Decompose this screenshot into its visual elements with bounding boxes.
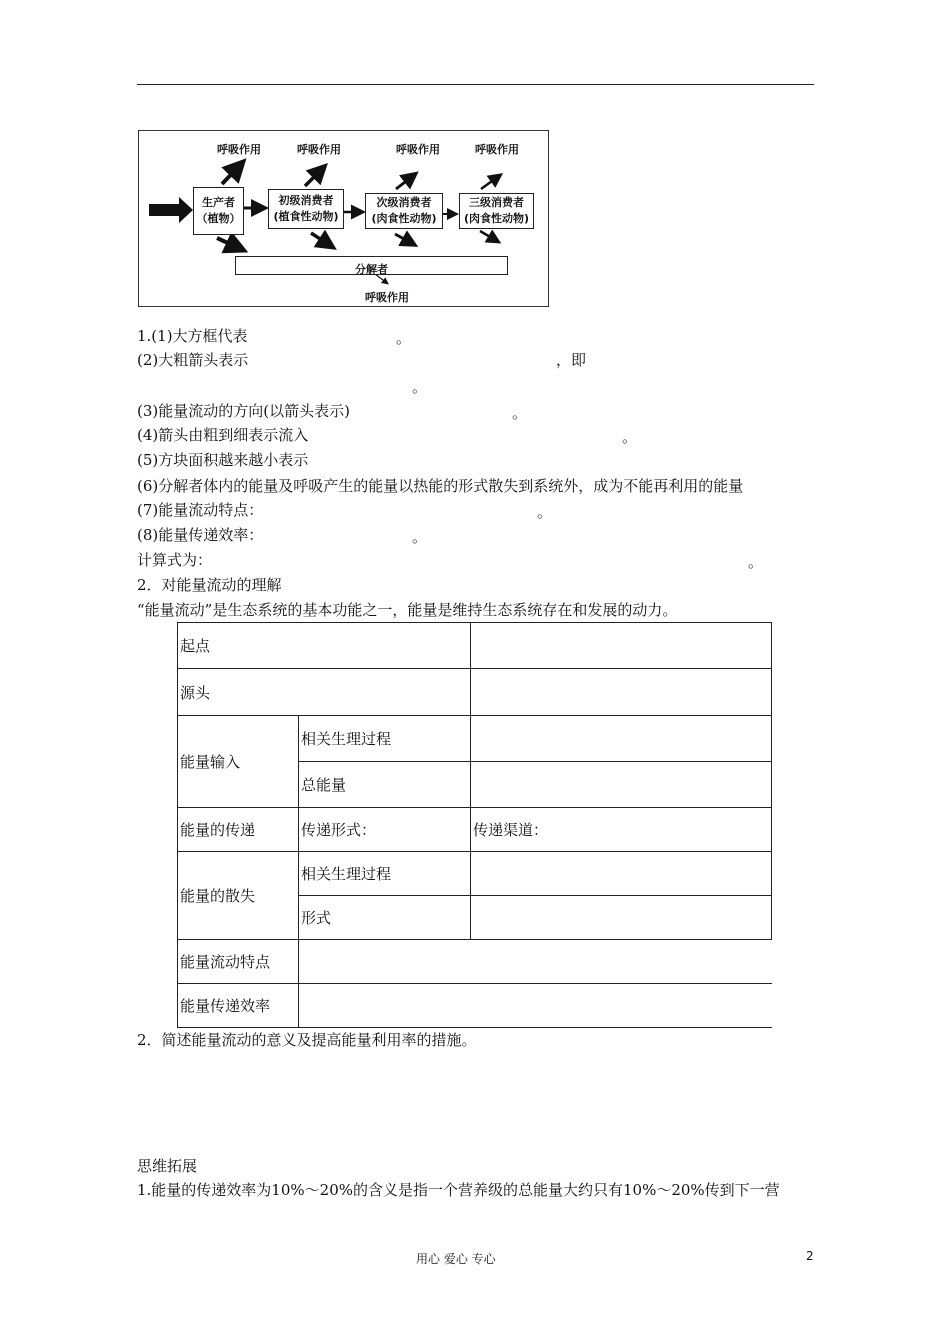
table-cell-blank[interactable] — [471, 852, 772, 896]
table-cell-efficiency: 能量传递效率 — [178, 984, 299, 1028]
table-cell-related-process: 相关生理过程 — [299, 852, 471, 896]
table-cell-features: 能量流动特点 — [178, 940, 299, 984]
table-cell-input: 能量输入 — [178, 716, 299, 808]
table-row — [178, 669, 772, 716]
table-cell-blank[interactable] — [299, 940, 772, 984]
extension-heading: 思维拓展 — [137, 1157, 198, 1175]
table-cell-blank[interactable] — [471, 669, 772, 716]
respiration-arrow — [396, 175, 414, 189]
period: 。 — [748, 553, 764, 571]
decomposer-label: 分解者 — [355, 263, 388, 276]
table-row — [178, 852, 772, 896]
summary-question: 2．简述能量流动的意义及提高能量利用率的措施。 — [137, 1031, 477, 1049]
secondary-consumer-label: 次级消费者 — [376, 196, 432, 209]
respiration-arrow — [305, 168, 323, 186]
decomposer-arrow — [480, 231, 497, 241]
primary-consumer-sublabel: (植食性动物) — [273, 210, 339, 223]
table-cell-transfer-channel: 传递渠道： — [471, 808, 772, 852]
respiration-label: 呼吸作用 — [396, 143, 440, 156]
page-number: 2 — [806, 1249, 814, 1263]
table-row — [178, 808, 772, 852]
decomposer-arrow — [217, 238, 241, 249]
table-cell-dissipation: 能量的散失 — [178, 852, 299, 940]
question-6: (6)分解者体内的能量及呼吸产生的能量以热能的形式散失到系统外，成为不能再利用的能量 — [137, 477, 744, 495]
primary-consumer-box — [268, 189, 344, 229]
question-7: (7)能量流动特点： — [137, 501, 264, 519]
section-2-intro: “能量流动”是生态系统的基本功能之一，能量是维持生态系统存在和发展的动力。 — [137, 601, 678, 619]
period: 。 — [512, 404, 528, 422]
extension-item-1: 1.能量的传递效率为10%～20%的含义是指一个营养级的总能量大约只有10%～20%传到下一营 — [137, 1181, 780, 1199]
tertiary-consumer-box — [459, 193, 534, 229]
respiration-label: 呼吸作用 — [217, 143, 261, 156]
table-row — [178, 716, 772, 762]
question-5: (5)方块面积越来越小表示 — [137, 451, 309, 469]
section-2-heading: 2．对能量流动的理解 — [137, 576, 282, 594]
table-cell-blank[interactable] — [471, 716, 772, 762]
producer-sublabel: （植物） — [196, 212, 241, 225]
table-row — [178, 984, 772, 1028]
footer-motto: 用心 爱心 专心 — [416, 1252, 496, 1266]
question-3: (3)能量流动的方向(以箭头表示) — [137, 402, 350, 420]
period: 。 — [622, 428, 638, 446]
tertiary-consumer-label: 三级消费者 — [469, 196, 524, 209]
energy-flow-diagram — [138, 130, 549, 307]
table-cell-total-energy: 总能量 — [299, 762, 471, 808]
question-2: (2)大粗箭头表示 — [137, 351, 249, 369]
table-cell-blank[interactable] — [471, 623, 772, 669]
respiration-label: 呼吸作用 — [475, 143, 519, 156]
table-cell-transfer-form: 传递形式： — [299, 808, 471, 852]
table-cell-start: 起点 — [178, 623, 471, 669]
secondary-consumer-box — [365, 193, 443, 229]
question-4: (4)箭头由粗到细表示流入 — [137, 426, 309, 444]
table-cell-blank[interactable] — [299, 984, 772, 1028]
decomposer-box — [235, 256, 508, 275]
respiration-arrow — [481, 176, 499, 189]
input-arrow — [149, 197, 193, 223]
question-8: (8)能量传递效率： — [137, 526, 264, 544]
table-row — [178, 623, 772, 669]
table-cell-blank[interactable] — [471, 896, 772, 940]
producer-label: 生产者 — [202, 196, 235, 209]
table-cell-source: 源头 — [178, 669, 471, 716]
header-rule — [137, 84, 814, 85]
period: 。 — [396, 329, 412, 347]
period: 。 — [537, 503, 553, 521]
table-row — [178, 940, 772, 984]
period: 。 — [412, 378, 428, 396]
decomposer-arrow — [311, 233, 331, 246]
decomposer-arrow — [395, 234, 413, 244]
respiration-arrow — [222, 164, 241, 184]
tertiary-consumer-sublabel: (肉食性动物) — [463, 212, 530, 225]
calculation-label: 计算式为： — [137, 551, 213, 569]
table-cell-transfer: 能量的传递 — [178, 808, 299, 852]
question-2-mid: ，即 — [556, 351, 587, 369]
respiration-label: 呼吸作用 — [365, 291, 409, 304]
energy-flow-table — [177, 622, 772, 1028]
producer-box — [193, 187, 244, 235]
table-cell-blank[interactable] — [471, 762, 772, 808]
period: 。 — [412, 528, 428, 546]
table-cell-form: 形式 — [299, 896, 471, 940]
table-cell-related-process: 相关生理过程 — [299, 716, 471, 762]
question-1: 1.(1)大方框代表 — [137, 327, 248, 345]
secondary-consumer-sublabel: (肉食性动物) — [371, 212, 437, 225]
primary-consumer-label: 初级消费者 — [278, 194, 334, 207]
respiration-label: 呼吸作用 — [297, 143, 341, 156]
